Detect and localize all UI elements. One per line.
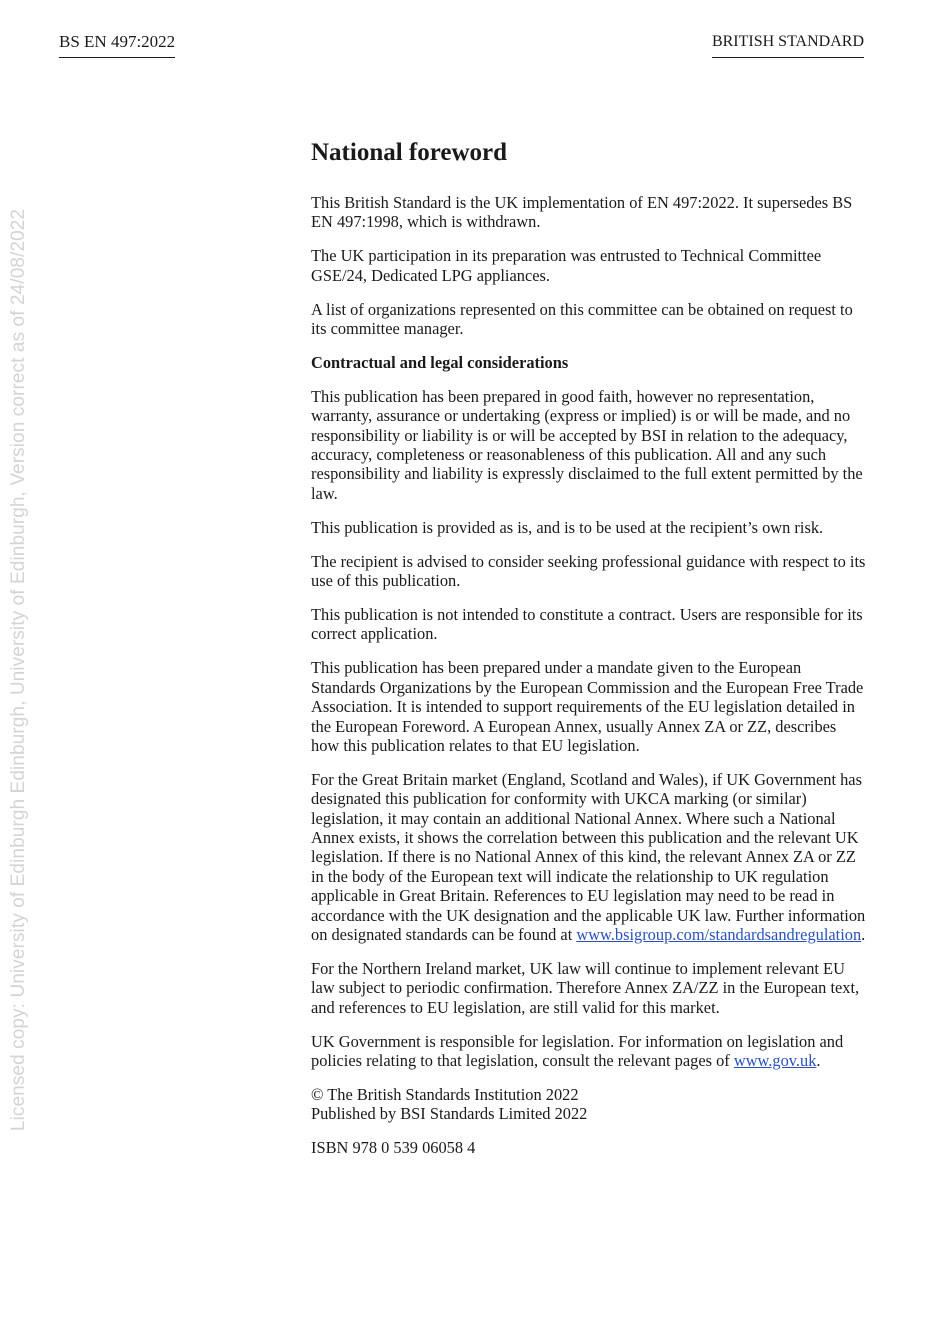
paragraph-implementation: This British Standard is the UK implementation of EN 497:2022. It supersedes BS EN 497:1998, which is withdrawn. bbox=[311, 193, 853, 232]
paragraph-not-contract: This publication is not intended to constitute a contract. Users are responsible for its correct application. bbox=[311, 605, 863, 644]
paragraph-uk-government bbox=[311, 1032, 867, 1071]
standard-series-label: BRITISH STANDARD bbox=[712, 31, 864, 58]
bsigroup-link[interactable]: www.bsigroup.com/standardsandregulation bbox=[576, 925, 862, 945]
publisher-line: Published by BSI Standards Limited 2022 bbox=[311, 1104, 588, 1124]
license-watermark: Licensed copy: University of Edinburgh Edinburgh, University of Edinburgh, Version correct as of 24/08/2022 bbox=[8, 208, 29, 1132]
uk-government-end: . bbox=[816, 1051, 821, 1071]
paragraph-northern-ireland: For the Northern Ireland market, UK law will continue to implement relevant EU law subject to periodic confirmation. Therefore Annex ZA/ZZ in the European text, and references to EU legislation, are still valid for this market. bbox=[311, 959, 860, 1017]
paragraph-own-risk: This publication is provided as is, and is to be used at the recipient’s own risk. bbox=[311, 517, 824, 537]
isbn: ISBN 978 0 539 06058 4 bbox=[311, 1138, 476, 1158]
paragraph-mandate: This publication has been prepared under a mandate given to the European Standards Organizations by the European Commission and the European Free Trade Association. It is intended to support requirements of the EU legislation detailed in the European Foreword. A European Annex, usually Annex ZA or ZZ, describes how this publication relates to that EU legislation. bbox=[311, 658, 864, 755]
great-britain-end: . bbox=[861, 925, 866, 945]
paragraph-guidance: The recipient is advised to consider seeking professional guidance with respect to its use of this publication. bbox=[311, 551, 866, 591]
paragraph-good-faith: This publication has been prepared in good faith, however no representation, warranty, assurance or undertaking (express or implied) is or will be made, and no responsibility or liability is or will be accepted by BSI in relation to the adequacy, accuracy, completeness or reasonableness of this publication. All and any such responsibility and liability is expressly disclaimed to the full extent permitted by the law. bbox=[311, 386, 863, 503]
national-foreword-section bbox=[311, 138, 867, 1158]
paragraph-committee: The UK participation in its preparation was entrusted to Technical Committee GSE/24, Dedicated LPG appliances. bbox=[311, 246, 822, 285]
page-title: National foreword bbox=[311, 139, 508, 166]
gov-uk-link[interactable]: www.gov.uk bbox=[733, 1051, 817, 1071]
copyright-line: © The British Standards Institution 2022 bbox=[311, 1085, 579, 1105]
subheading-contractual: Contractual and legal considerations bbox=[311, 352, 569, 372]
document-id: BS EN 497:2022 bbox=[59, 31, 175, 58]
uk-government-text: UK Government is responsible for legislation. For information on legislation and policies relating to that legislation, consult the relevant pages of bbox=[311, 1031, 844, 1071]
great-britain-text: For the Great Britain market (England, Scotland and Wales), if UK Government has designated this publication for conformity with UKCA marking (or similar) legislation, it may contain an additional National Annex. Where such a National Annex exists, it shows the correlation between this publication and the relevant UK legislation. If there is no National Annex of this kind, the relevant Annex ZA or ZZ in the body of the European text will indicate the relationship to UK regulation applicable in Great Britain. References to EU legislation may need to be read in accordance with the UK designation and the applicable UK law. Further information on designated standards can be found at bbox=[311, 769, 866, 945]
copyright-block bbox=[311, 1085, 867, 1124]
paragraph-great-britain bbox=[311, 770, 867, 945]
paragraph-organizations: A list of organizations represented on this committee can be obtained on request to its committee manager. bbox=[311, 299, 853, 339]
